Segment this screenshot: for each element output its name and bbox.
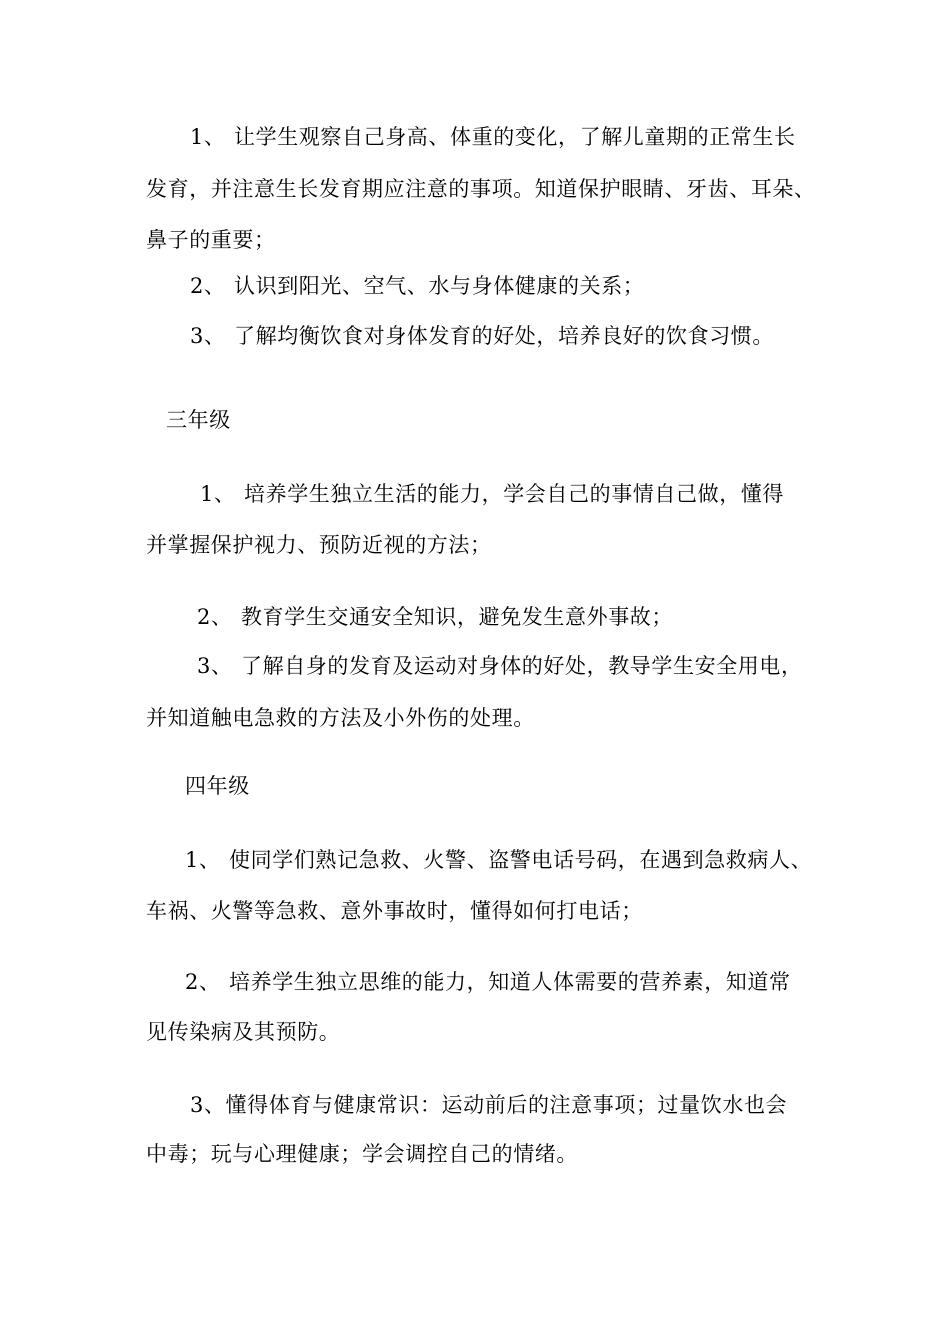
list-number: 1、 [190, 125, 226, 149]
paragraph-text: 了解均衡饮食对身体发育的好处，培养良好的饮食习惯。 [234, 324, 774, 348]
grade2-item1-line1 [190, 123, 796, 151]
grade4-item1-line1 [185, 846, 812, 874]
grade3-item1-line1 [200, 480, 784, 508]
grade4-item2-line2: 见传染病及其预防。 [146, 1020, 341, 1044]
grade2-item3 [190, 322, 774, 350]
list-number: 2、 [185, 970, 221, 994]
grade4-item1-line2: 车祸、火警等急救、意外事故时，懂得如何打电话； [146, 899, 643, 923]
grade2-item1-line2: 发育，并注意生长发育期应注意的事项。知道保护眼睛、牙齿、耳朵、 [146, 177, 816, 201]
grade3-item1-line2: 并掌握保护视力、预防近视的方法； [146, 533, 492, 557]
paragraph-text: 培养学生独立生活的能力，学会自己的事情自己做，懂得 [244, 482, 784, 506]
list-number: 2、 [190, 274, 226, 298]
grade4-heading: 四年级 [185, 774, 250, 798]
grade3-item2 [197, 603, 673, 631]
grade3-item3-line2: 并知道触电急救的方法及小外伤的处理。 [146, 706, 535, 730]
grade4-item3-line1: 3、懂得体育与健康常识：运动前后的注意事项；过量饮水也会 [190, 1093, 788, 1117]
list-number: 3、 [190, 324, 226, 348]
grade3-heading: 三年级 [166, 408, 231, 432]
paragraph-text: 认识到阳光、空气、水与身体健康的关系； [234, 274, 645, 298]
grade4-item2-line1 [185, 968, 791, 996]
grade4-item3-line2: 中毒；玩与心理健康；学会调控自己的情绪。 [146, 1142, 578, 1166]
paragraph-text: 让学生观察自己身高、体重的变化，了解儿童期的正常生长 [234, 125, 796, 149]
list-number: 2、 [197, 605, 233, 629]
paragraph-text: 培养学生独立思维的能力，知道人体需要的营养素，知道常 [229, 970, 791, 994]
list-number: 3、 [197, 654, 233, 678]
paragraph-text: 了解自身的发育及运动对身体的好处，教导学生安全用电， [241, 654, 803, 678]
paragraph-text: 使同学们熟记急救、火警、盗警电话号码，在遇到急救病人、 [229, 848, 813, 872]
paragraph-text: 教育学生交通安全知识，避免发生意外事故； [241, 605, 673, 629]
list-number: 1、 [200, 482, 236, 506]
grade2-item1-line3: 鼻子的重要； [146, 228, 276, 252]
grade3-item3-line1 [197, 652, 803, 680]
grade2-item2 [190, 272, 644, 300]
list-number: 1、 [185, 848, 221, 872]
